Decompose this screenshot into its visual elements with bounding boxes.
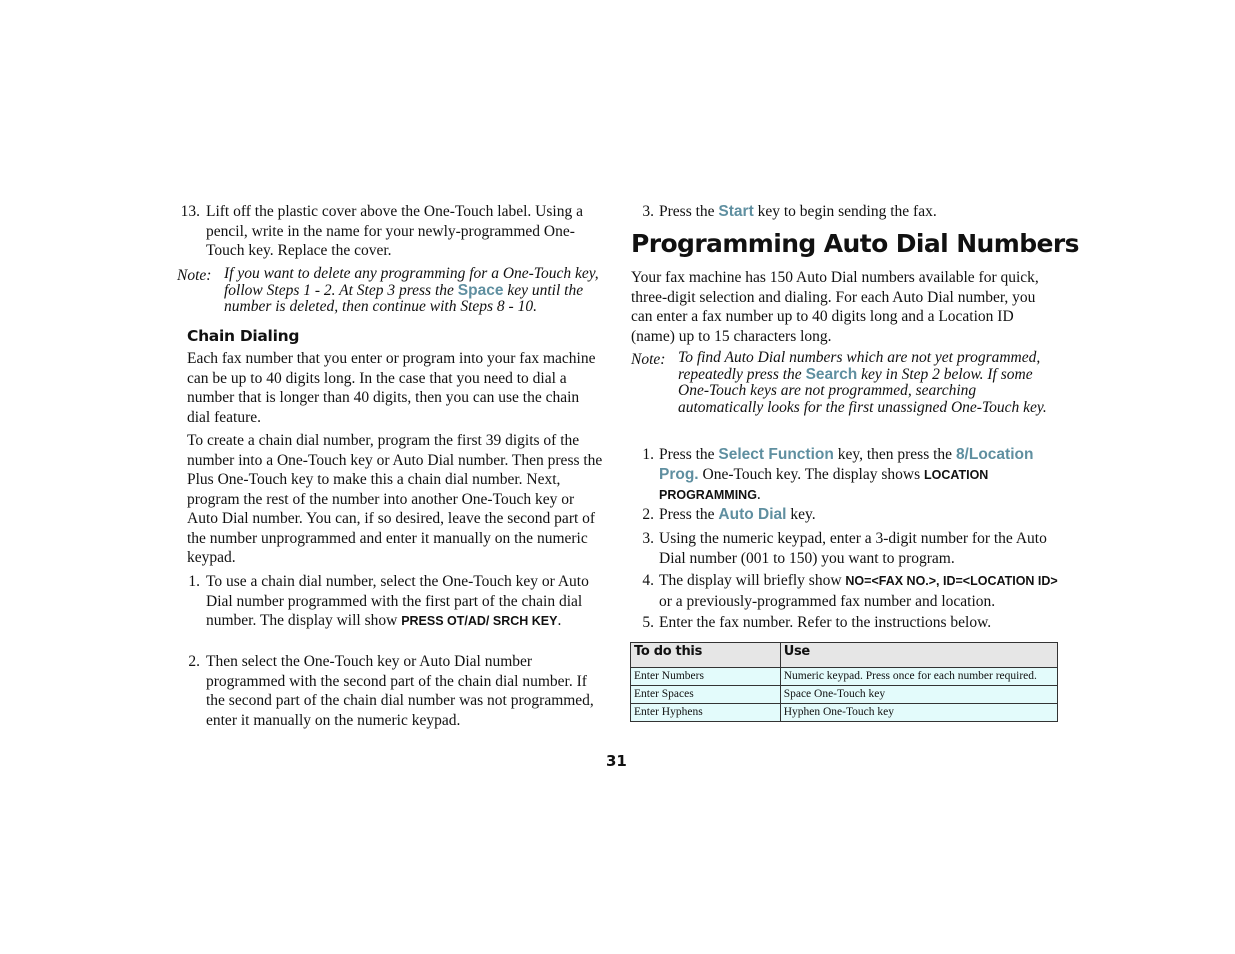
note-label: Note: [631, 351, 666, 368]
step-number: 13. [180, 203, 200, 220]
chain-dialing-paragraph-2: To create a chain dial number, program the first 39 digits of the number into a One-Touch key or Auto Dial number. Then press the Plus One-Touch key to make this a chain dial number. Next, program the rest of the number into another One-Touch key or Auto Dial number. You can, if so desired, leave the second part of the number unprogrammed and enter it manually on the numeric keypad. [187, 432, 603, 566]
note-text: key in Step 2 below. If some One-Touch keys are not programmed, searching automatically looks for the first unassigned One-Touch key. [678, 365, 1047, 416]
select-function-key-label: Select Function [718, 446, 834, 463]
chain-step-2: Then select the One-Touch key or Auto Dial number programmed with the second part of the chain dial number. If the second part of the chain dial number was not programmed, enter it manually on the numeric keypad. [206, 653, 594, 729]
table-row [631, 686, 1058, 704]
step-number: 2. [642, 506, 654, 523]
table-cell: Enter Numbers [631, 668, 781, 686]
chain-step-1 [206, 572, 596, 632]
table-header-row [631, 643, 1058, 668]
chain-dialing-paragraph-1: Each fax number that you enter or program into your fax machine can be up to 40 digits long. In the case that you need to dial a number that is longer than 40 digits, then you can use the chain dial feature. [187, 350, 596, 426]
step-text: key, then press the [833, 446, 956, 463]
step-text: One-Touch key. The display shows [698, 465, 924, 483]
step-text: Press the [659, 446, 719, 463]
table-cell: Enter Hyphens [631, 704, 781, 722]
table-cell: Space One-Touch key [780, 686, 1057, 704]
chain-dialing-heading: Chain Dialing [187, 327, 300, 345]
note-find-unprogrammed [678, 350, 1060, 416]
step-number: 1. [642, 446, 654, 463]
auto-dial-key-label: Auto Dial [718, 506, 787, 523]
display-message: LOCATION PROGRAMMING [659, 467, 989, 502]
table-header: Use [780, 643, 1057, 668]
step-number: 1. [188, 573, 200, 590]
auto-dial-step-4 [659, 571, 1061, 611]
step-text: . [756, 486, 761, 503]
auto-dial-step-3: Using the numeric keypad, enter a 3-digit number for the Auto Dial number (001 to 150) you want to program. [659, 530, 1047, 567]
step-number: 2. [188, 653, 200, 670]
step-number: 3. [642, 530, 654, 547]
note-text: If you want to delete any programming for a One-Touch key, follow Steps 1 - 2. At Step 3 press the [224, 265, 599, 299]
step-text: key to begin sending the fax. [753, 203, 937, 220]
input-table [630, 642, 1058, 722]
note-text: To find Auto Dial numbers which are not yet programmed, repeatedly press the [678, 349, 1041, 383]
step-text: The display will briefly show [659, 572, 846, 589]
note-text: key until the number is deleted, then continue with Steps 8 - 10. [224, 281, 584, 315]
step-number: 4. [642, 572, 654, 589]
intro-paragraph: Your fax machine has 150 Auto Dial numbers available for quick, three-digit selection and dialing. For each Auto Dial number, you can enter a fax number up to 40 digits long and a Location ID (name) up to 15 characters long. [631, 269, 1039, 345]
section-heading: Programming Auto Dial Numbers [631, 229, 1079, 258]
step-text: key. [786, 506, 816, 523]
step-number: 3. [642, 203, 654, 220]
auto-dial-step-1 [659, 445, 1059, 506]
step-text: Press the [659, 506, 719, 523]
table-row [631, 704, 1058, 722]
space-key-label: Space [457, 281, 504, 299]
page-number: 31 [606, 752, 627, 770]
table-row [631, 668, 1058, 686]
table-cell: Hyphen One-Touch key [780, 704, 1057, 722]
location-prog-key-label: 8/Location Prog. [659, 446, 1034, 483]
display-message: PRESS OT/AD/ SRCH KEY [401, 614, 558, 628]
step-text: or a previously-programmed fax number and location. [659, 592, 996, 610]
note-label: Note: [177, 267, 212, 284]
table-header: To do this [631, 643, 781, 668]
step-13-text: Lift off the plastic cover above the One-Touch label. Using a pencil, write in the name for your newly-programmed One-Touch key. Replace the cover. [206, 203, 583, 259]
table-cell: Enter Spaces [631, 686, 781, 704]
display-message: NO=<FAX NO.>, ID=<LOCATION ID> [845, 574, 1058, 588]
step-text: To use a chain dial number, select the One-Touch key or Auto Dial number programmed with the first part of the chain dial number. The display will show [206, 573, 589, 629]
auto-dial-step-2 [659, 505, 1059, 525]
table-cell: Numeric keypad. Press once for each number required. [780, 668, 1057, 686]
step-number: 5. [642, 614, 654, 631]
step-text: Press the [659, 203, 719, 220]
start-step [659, 202, 1059, 222]
note-delete-programming [224, 266, 604, 316]
search-key-label: Search [805, 365, 858, 383]
step-text: . [557, 612, 562, 629]
auto-dial-step-5: Enter the fax number. Refer to the instructions below. [659, 614, 992, 631]
start-key-label: Start [718, 203, 754, 220]
